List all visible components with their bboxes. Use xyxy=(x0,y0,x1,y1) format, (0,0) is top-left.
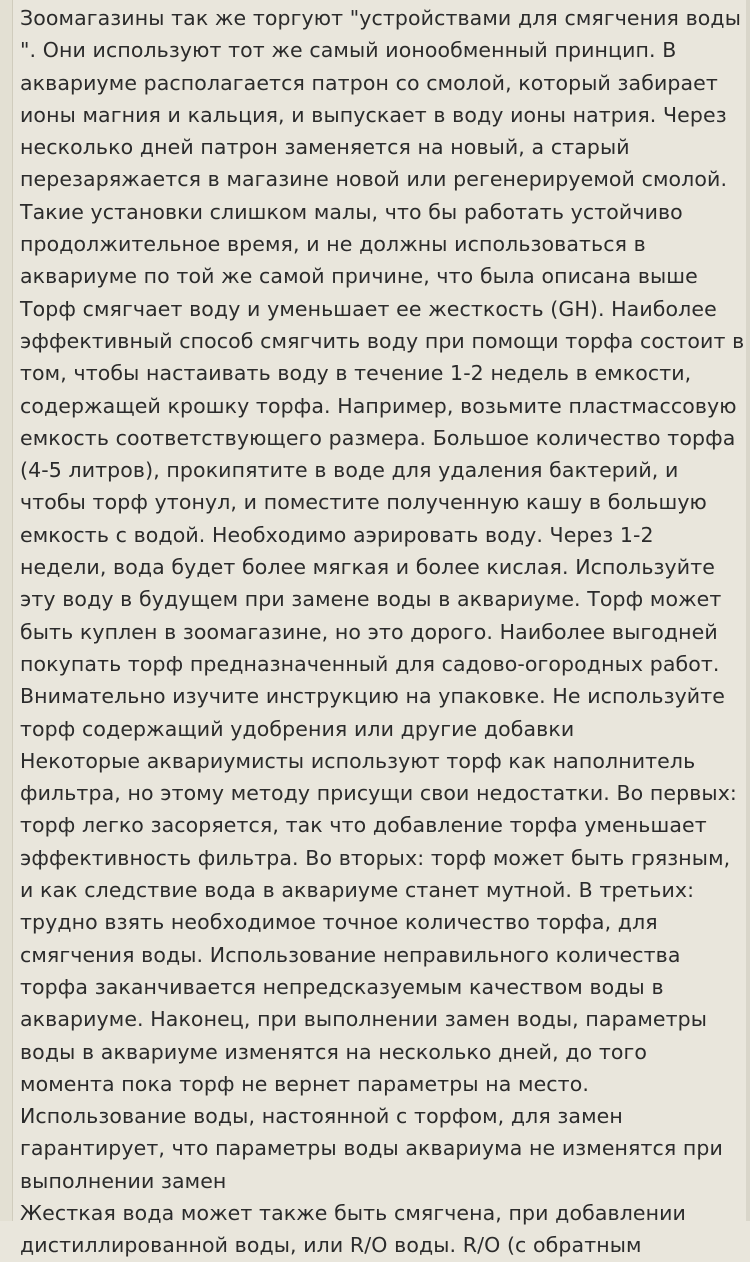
paragraph-peat-filter: Некоторые аквариумисты используют торф как наполнитель фильтра, но этому методу присущи свои недостатки. Во первых: торф легко засоряется, так что добавление торфа уменьшает эффективность фильтра. Во вторых: торф может быть грязным, и как следствие вода в аквариуме станет мутной. В третьих: трудно взять необходимое точное количество торфа, для смягчения воды. Использование неправильного количества торфа заканчивается непредсказуемым качеством воды в аквариуме. Наконец, при выполнении замен воды, параметры воды в аквариуме изменятся на несколько дней, до того момента пока торф не вернет параметры на место. Использование воды, настоянной с торфом, для замен гарантирует, что параметры воды аквариума не изменятся при выполнении замен xyxy=(20,748,737,1193)
paragraph-water-softeners: Зоомагазины так же торгуют "устройствами для смягчения воды ". Они используют тот же самый ионообменный принцип. В аквариуме располагается патрон со смолой, который забирает ионы магния и кальция, и выпускает в воду ионы натрия. Через несколько дней патрон заменяется на новый, а старый перезаряжается в магазине новой или регенерируемой смолой. Такие установки слишком малы, что бы работать устойчиво продолжительное время, и не должны использоваться в аквариуме по той же самой причине, что была описана выше xyxy=(20,6,741,289)
paragraph-distilled-water: Жесткая вода может также быть смягчена, при добавлении дистиллированной воды, или R/O воды. R/O (с обратным xyxy=(20,1200,686,1258)
left-border xyxy=(0,0,13,1221)
right-border xyxy=(746,0,750,1221)
article-body xyxy=(20,2,746,1262)
paragraph-peat-softening: Торф смягчает воду и уменьшает ее жесткость (GH). Наиболее эффективный способ смягчить воду при помощи торфа состоит в том, чтобы настаивать воду в течение 1-2 недель в емкости, содержащей крошку торфа. Например, возьмите пластмассовую емкость соответствующего размера. Большое количество торфа (4-5 литров), прокипятите в воде для удаления бактерий, и чтобы торф утонул, и поместите полученную кашу в большую емкость с водой. Необходимо аэрировать воду. Через 1-2 недели, вода будет более мягкая и более кислая. Используйте эту воду в будущем при замене воды в аквариуме. Торф может быть куплен в зоомагазине, но это дорого. Наиболее выгодней покупать торф предназначенный для садово-огородных работ. Внимательно изучите инструкцию на упаковке. Не используйте торф содержащий удобрения или другие добавки xyxy=(20,296,745,741)
